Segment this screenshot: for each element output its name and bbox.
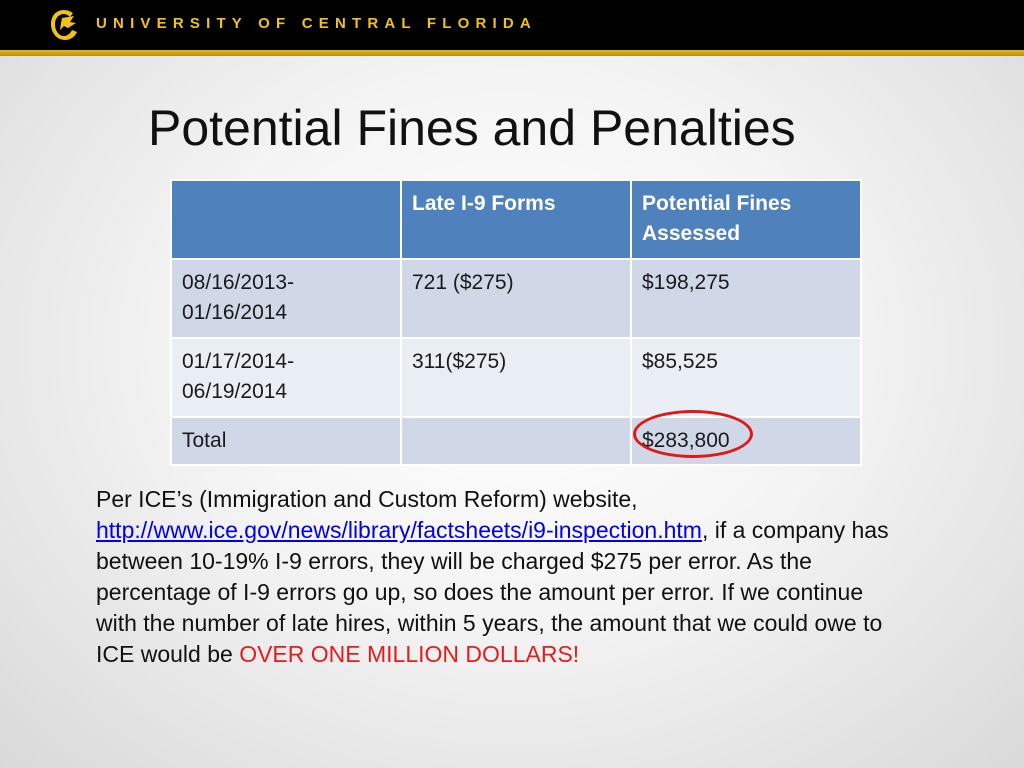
ice-factsheet-link[interactable]: http://www.ice.gov/news/library/factsheets/i9-inspection.htm [96, 517, 702, 543]
table-header-cell: Late I-9 Forms [401, 180, 631, 259]
paragraph-emphasis: OVER ONE MILLION DOLLARS! [239, 641, 580, 667]
table-total-row [171, 417, 861, 465]
table-header-row [171, 180, 861, 259]
total-amount: $283,800 [642, 428, 730, 452]
highlight-circle [633, 410, 753, 458]
explanation-paragraph [96, 484, 896, 670]
table-cell: 311($275) [401, 338, 631, 417]
university-wordmark: UNIVERSITY OF CENTRAL FLORIDA [96, 15, 537, 32]
fines-table [170, 179, 862, 466]
table-cell [401, 417, 631, 465]
table-cell: $85,525 [631, 338, 861, 417]
paragraph-intro: Per ICE’s (Immigration and Custom Reform) website, [96, 486, 638, 512]
table-cell: $198,275 [631, 259, 861, 338]
header-gold-stripe [0, 50, 1024, 56]
total-amount-cell [631, 417, 861, 465]
table-row [171, 338, 861, 417]
table-cell: Total [171, 417, 401, 465]
slide-title: Potential Fines and Penalties [148, 100, 796, 156]
header-bar [0, 0, 1024, 50]
table-cell: 721 ($275) [401, 259, 631, 338]
table-cell: 01/17/2014-06/19/2014 [171, 338, 401, 417]
table-row [171, 259, 861, 338]
table-header-cell: Potential Fines Assessed [631, 180, 861, 259]
pegasus-icon [48, 8, 80, 42]
table-cell: 08/16/2013-01/16/2014 [171, 259, 401, 338]
table-header-cell [171, 180, 401, 259]
paragraph-body: , if a company has between 10-19% I-9 errors, they will be charged $275 per error. As the percentage of I-9 errors go up, so does the amount per error. If we continue with the number of late hires, within 5 years, the amount that we could owe to ICE would be [96, 517, 889, 667]
